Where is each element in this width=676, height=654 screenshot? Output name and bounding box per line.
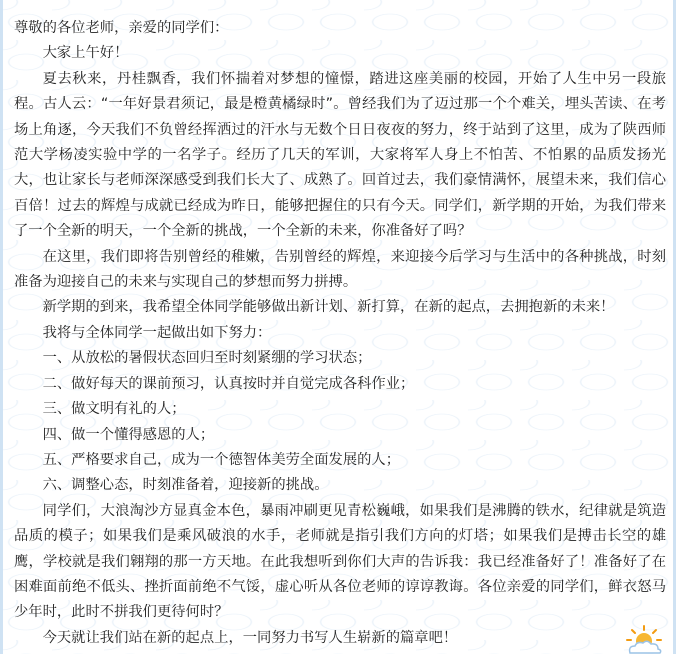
letter-salutation: 尊敬的各位老师，亲爱的同学们：	[14, 20, 229, 36]
list-item-4: 四、做一个懂得感恩的人；	[42, 426, 215, 443]
list-item-5: 五、严格要求自己，成为一个德智体美劳全面发展的人；	[42, 451, 401, 468]
sun-with-cloud-icon	[622, 624, 666, 654]
list-item-2: 二、做好每天的课前预习，认真按时并自觉完成各科作业；	[42, 375, 415, 392]
list-item-6: 六、调整心态，时刻准备着，迎接新的挑战。	[42, 477, 329, 494]
paragraph-closing: 今天就让我们站在新的起点上，一同努力书写人生崭新的篇章吧！	[42, 629, 458, 646]
paragraph-farewell-past: 在这里，我们即将告别曾经的稚嫩，告别曾经的辉煌，来迎接今后学习与生活中的各种挑战，时刻准备为迎接自己的未来与实现自己的梦想而努力拼搏。	[14, 248, 666, 291]
list-item-1: 一、从放松的暑假状态回归至时刻紧绷的学习状态；	[42, 350, 372, 367]
paragraph-greeting: 大家上午好！	[42, 45, 129, 62]
paragraph-new-semester: 新学期的到来，我希望全体同学能够做出新计划、新打算，在新的起点，去拥抱新的未来！	[42, 299, 615, 316]
paragraph-encouragement: 同学们，大浪淘沙方显真金本色，暴雨冲刷更见青松巍峨，如果我们是沸腾的铁水，纪律就是筑造品质的模子；如果我们是乘风破浪的水手，老师就是指引我们方向的灯塔；如果我们是搏击长空的雄鹰，学校就是我们翱翔的那一方天地。在此我想听到你们大声的告诉我：我已经准备好了！准备好了在困难面前绝不低头、挫折面前绝不气馁，虚心听从各位老师的谆谆教诲。各位亲爱的同学们，鲜衣怒马少年时，此时不拼我们更待何时？	[14, 502, 666, 621]
list-item-3: 三、做文明有礼的人；	[42, 401, 186, 418]
letter-body	[14, 16, 666, 651]
paragraph-efforts-intro: 我将与全体同学一起做出如下努力：	[42, 324, 272, 341]
cloud-shape	[630, 641, 661, 653]
paragraph-intro: 夏去秋来，丹桂飘香，我们怀揣着对梦想的憧憬，踏进这座美丽的校园，开始了人生中另一段旅程。古人云：“一年好景君须记，最是橙黄橘绿时”。曾经我们为了迈过那一个个难关，埋头苦读、在考场上角逐，今天我们不负曾经挥洒过的汗水与无数个日日夜夜的努力，终于站到了这里，成为了陕西师范大学杨凌实验中学的一名学子。经历了几天的军训，大家将军人身上不怕苦、不怕累的品质发扬光大，也让家长与老师深深感受到我们长大了、成熟了。回首过去，我们豪情满怀，展望未来，我们信心百倍！过去的辉煌与成就已经成为昨日，能够把握住的只有今天。同学们，新学期的开始，为我们带来了一个全新的明天，一个全新的挑战，一个全新的未来，你准备好了吗？	[14, 70, 666, 240]
